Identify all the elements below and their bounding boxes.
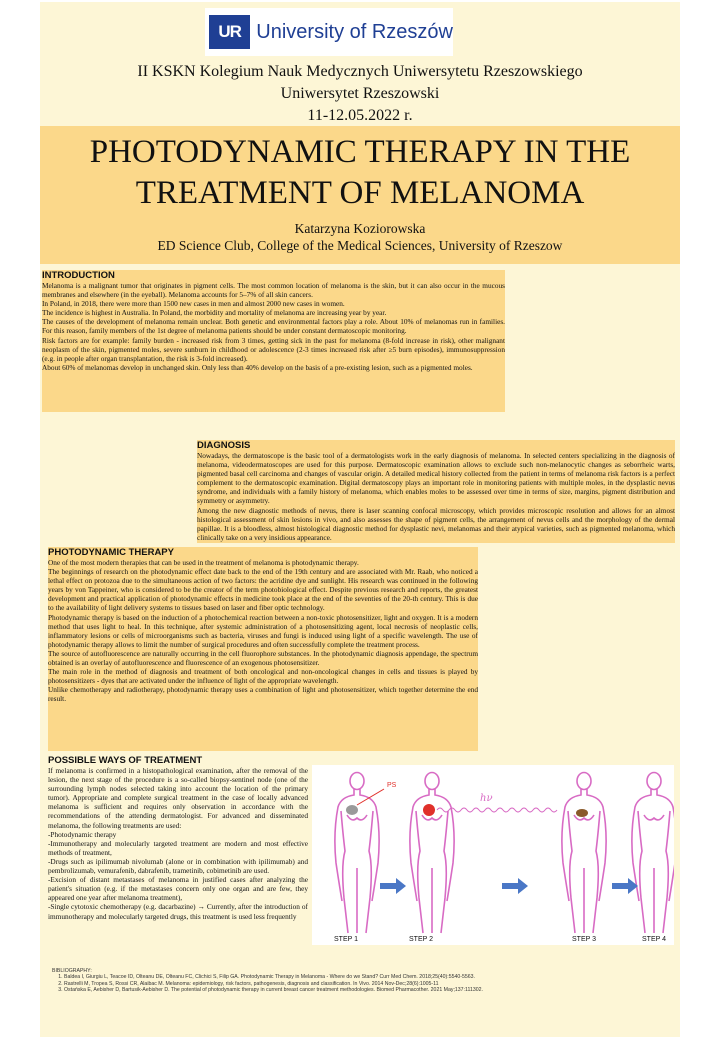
ps-pointer (357, 789, 384, 805)
intro-paragraph: Melanoma is a malignant tumor that originates in pigment cells. The most common location of melanoma is the skin, but it can also occur in the mucous membranes and elsewhere (in the eyeball). Melanoma accounts for 5–7% of all skin cancers. (42, 281, 505, 300)
pdt-paragraph: The main role in the method of diagnosis and treatment of both oncological and non-oncological changes in cells and tissues is played by photosensitizers - dyes that are activated under the influence of light of the appropriate wavelength. (48, 667, 478, 686)
conference-date: 11-12.05.2022 r. (307, 107, 413, 124)
logo-text: University of Rzeszów (256, 20, 453, 43)
bibliography (52, 968, 652, 994)
human-figure (632, 773, 674, 934)
poster-title (40, 132, 680, 214)
photodynamic-therapy-section (48, 547, 478, 751)
pdt-steps-illustration (312, 765, 674, 945)
intro-paragraph: The incidence is highest in Australia. In Poland, the morbidity and mortality of melanoma are increasing year by year. (42, 308, 387, 318)
diagnosis-section (197, 440, 675, 543)
logo-mark: UR (209, 15, 250, 49)
diagnosis-paragraph: Nowadays, the dermatoscope is the basic tool of a dermatologists work in the early diagnosis of melanoma. In selected centers specializing in the diagnosis of melanoma, videodermatoscopes are used for this purpose. Dermatoscopic examination allows to exclude such non-melanocytic changes as seborrheic warts, pigmented basal cell carcinoma and changes of vascular origin. A detailed medical history collected from the patient in terms of melanoma risk factors is a perfect complement to the dermatoscopic examination. Digital dermatoscopy plays an important role in monitoring patients with multiple moles, in the dysplastic nevus syndrome, and individuals with a family history of melanoma, which enables moles to be assessed over time in terms of size, margins, pigment distribution and symmetry or asymmetry. (197, 451, 675, 506)
step-4-label: STEP 4 (642, 936, 666, 943)
human-figure (410, 773, 454, 934)
diagnosis-paragraph: Among the new diagnostic methods of nevus, there is laser scanning confocal microscopy, which provides microscopic resolution and allows for an almost histological assessment of skin lesions in vivo, and also assesses the shape of pigment cells, the arrangement of nevus cells and the morphology of the dermal papillae. It is a bloodless, almost histological diagnostic method for dysplastic nevi, melanomas and their atypical varieties, such as pigmented melanoma, which clinically take on a very insidious appearance. (197, 505, 675, 542)
title-line-1: PHOTODYNAMIC THERAPY IN THE (89, 134, 631, 170)
treatment-item: -Excision of distant metastases of melanoma in justified cases after analyzing the patient's situation (e.g. if the metastases concern only one organ and are few, they appeared one year after melanoma treatment), (48, 875, 308, 903)
human-figure (562, 773, 606, 934)
step-arrow (380, 878, 406, 894)
diagnosis-heading: DIAGNOSIS (197, 440, 251, 451)
step-arrow (502, 878, 528, 894)
conference-line-1: II KSKN Kolegium Nauk Medycznych Uniwersytetu Rzeszowskiego (137, 63, 583, 80)
ps-label: PS (387, 782, 397, 789)
introduction-heading: INTRODUCTION (42, 270, 115, 281)
step-arrow (612, 878, 638, 894)
intro-paragraph: Risk factors are for example: family burden - increased risk from 3 times, getting sick in the past for melanoma (8-fold increase in risk), other malignant neoplasm of the skin, pigmented moles, severe sunburn in childhood or adolescence (2-3 times increased risk after ≥5 burn episodes), immunosuppression (e.g. in people after organ transplantation, the risk is 3-fold increased). (42, 335, 505, 363)
treated-lesion-mark (576, 809, 588, 817)
pdt-paragraph: The source of autofluorescence are naturally occurring in the cell fluorophore substances. In the photodynamic diagnosis appendage, the spectrum obtained is an overlay of autofluorescence and fluorescence of an exogenous photosensitizer. (48, 648, 478, 668)
university-logo (205, 8, 453, 56)
pdt-heading: PHOTODYNAMIC THERAPY (48, 547, 174, 558)
treatment-item: -Photodynamic therapy (48, 829, 117, 839)
treatment-item: -Drugs such as ipilimumab nivolumab (alone or in combination with ipilimumab) and pembrolizumab, vemurafenib, dabrafenib, trametinib, cobimetinib are used. (48, 856, 308, 876)
pdt-paragraph: Photodynamic therapy is based on the induction of a photochemical reaction between a non-toxic photosensitizer, light and oxygen. It is a modern method that uses light to heal. In this technique, after systemic administration of a photosensitizing agent, local necrosis of neoplastic cells, inflammatory lesions or cells of microorganisms such as bacteria, viruses and fungi is induced using light of a specific wavelength. The use of photodynamic therapy allows to limit the number of surgical procedures and often successfully complete the treatment process. (48, 612, 478, 649)
author-affiliation: ED Science Club, College of the Medical Sciences, University of Rzeszow (157, 238, 563, 253)
light-wave (437, 808, 557, 812)
intro-paragraph: About 60% of melanomas develop in unchanged skin. Only less than 40% develop on the basis of a pre-existing lesion, such as a pigmented moles. (42, 362, 473, 372)
pdt-steps-diagram (312, 765, 674, 945)
step-3-label: STEP 3 (572, 936, 596, 943)
conference-line-2: Uniwersytet Rzeszowski (280, 85, 440, 102)
photosensitizer-mark (423, 804, 435, 816)
introduction-section (42, 270, 505, 412)
lesion-mark (346, 805, 358, 815)
bibliography-heading: BIBLIOGRAPHY: (52, 968, 92, 974)
intro-paragraph: In Poland, in 2018, there were more than 1500 new cases in men and almost 2000 new cases in women. (42, 299, 345, 309)
treatment-item: -Immunotherapy and molecularly targeted treatment are modern and most effective methods of treatment, (48, 838, 308, 857)
hv-label: hν (480, 793, 493, 804)
treatment-paragraph: If melanoma is confirmed in a histopathological examination, after the removal of the lesion, the next stage of the procedure is a so-called biopsy-sentinel node (one of the surrounding lymph nodes selected taking into account the location of the primary tumor). Appropriate and complete surgical treatment in the case of locally advanced melanoma is sufficient and requires only observation in accordance with the recommendations of the attending dermatologist. For advanced and disseminated melanoma, the following treatments are used: (48, 766, 308, 830)
reference-item: 1. Baldea I, Giurgiu L, Teacoe ID, Olteanu DE, Olteanu FC, Clichici S, Filip GA. Photodynamic Therapy in Melanoma - Where do we Stand? Curr Med Chem. 2018;25(40):5540-5563. (64, 974, 652, 980)
pdt-paragraph: Unlike chemotherapy and radiotherapy, photodynamic therapy uses a combination of light and photosensitizer, which together determine the end result. (48, 685, 478, 704)
human-figure (335, 773, 379, 934)
treatment-heading: POSSIBLE WAYS OF TREATMENT (48, 755, 203, 766)
reference-item: 3. Ostańska E, Aebisher D, Bartusik-Aebisher D. The potential of photodynamic therapy in current breast cancer treatment methodologies. Biomed Pharmacother. 2021 May;137:111302. (64, 987, 652, 993)
title-line-2: TREATMENT OF MELANOMA (135, 175, 585, 211)
author-name: Katarzyna Koziorowska (294, 221, 426, 236)
pdt-paragraph: The beginnings of research on the photodynamic effect date back to the end of the 19th century and are associated with Mr. Raab, who noticed a lethal effect on protozoa due to the simultaneous action of two factors: the acridine dye and sunlight. His research was continued in the following years by von Tappeiner, who is considered to be the creator of the term photobiological effect. Despite previous research and reports, the greatest development and practical application of photodynamic effects in medicine took place at the end of the seventies of the 20-th century. This is due to the availability of light delivery systems to tissues based on laser and fiber optic technology. (48, 567, 478, 613)
step-2-label: STEP 2 (409, 936, 433, 943)
treatment-item: -Single cytotoxic chemotherapy (e.g. dacarbazine) → Currently, after the introduction of immunotherapy and molecularly targeted drugs, this treatment is used less frequently (48, 902, 308, 921)
pdt-paragraph: One of the most modern therapies that can be used in the treatment of melanoma is photodynamic therapy. (48, 558, 359, 567)
intro-paragraph: The causes of the development of melanoma remain unclear. Both genetic and environmental factors play a role. About 10% of melanomas run in families. For this reason, family members of the 1st degree of melanoma patients should be under constant dermatoscopic monitoring. (42, 317, 505, 336)
step-1-label: STEP 1 (334, 936, 358, 943)
reference-list (52, 974, 652, 993)
treatment-section (48, 755, 308, 967)
author-block (40, 220, 680, 254)
reference-item: 2. Rastrelli M, Tropea S, Rossi CR, Alaibac M. Melanoma: epidemiology, risk factors, pathogenesis, diagnosis and classification. In Vivo. 2014 Nov-Dec;28(6):1005-11 (64, 981, 652, 987)
